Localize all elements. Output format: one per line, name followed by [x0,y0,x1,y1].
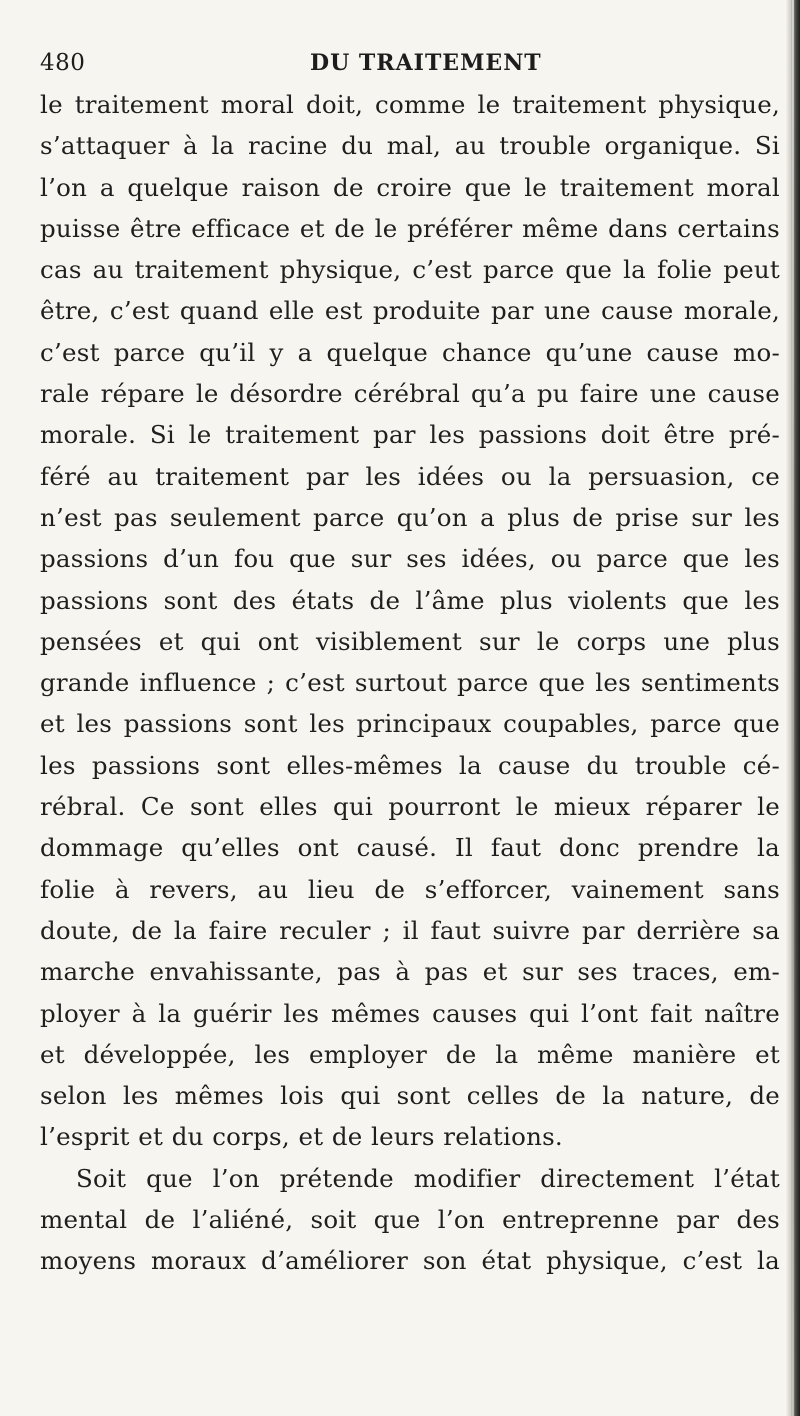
text-line-13: passions sont des états de l’âme plus violents que les [40,585,780,615]
text-line-10: féré au traitement par les idées ou la persuasion, ce [40,461,780,491]
page-number: 480 [40,50,86,76]
text-line-14: pensées et qui ont visiblement sur le corps une plus [40,626,780,656]
text-line-23: ployer à la guérir les mêmes causes qui l’ont fait naître [40,998,780,1028]
page-edge-highlight [792,0,794,1416]
text-line-20: folie à revers, au lieu de s’efforcer, vainement sans [40,874,780,904]
text-line-12: passions d’un fou que sur ses idées, ou parce que les [40,544,780,574]
text-line-1: le traitement moral doit, comme le traitement physique, [40,90,780,119]
text-line-21: doute, de la faire reculer ; il faut suivre par derrière sa [40,915,780,945]
text-line-27: Soit que l’on prétende modifier directement l’état [76,1163,780,1193]
text-line-19: dommage qu’elles ont causé. Il faut donc prendre la [40,833,780,863]
text-line-7: c’est parce qu’il y a quelque chance qu’une cause mo- [40,337,780,367]
text-line-11: n’est pas seulement parce qu’on a plus de prise sur les [40,502,780,532]
page-header [40,50,776,86]
text-line-25: selon les mêmes lois qui sont celles de la nature, de [40,1081,780,1111]
body-text [40,84,780,1282]
text-line-24: et développée, les employer de la même manière et [40,1039,780,1069]
text-line-2: s’attaquer à la racine du mal, au trouble organique. Si [40,131,780,161]
text-line-16: et les passions sont les principaux coupables, parce que [40,709,780,739]
text-line-8: rale répare le désordre cérébral qu’a pu faire une cause [40,379,780,409]
text-line-22: marche envahissante, pas à pas et sur ses traces, em- [40,957,780,987]
text-line-5: cas au traitement physique, c’est parce que la folie peut [40,255,780,285]
text-line-4: puisse être efficace et de le préférer même dans certains [40,213,780,243]
text-line-18: rébral. Ce sont elles qui pourront le mieux réparer le [40,792,780,822]
running-head: DU TRAITEMENT [310,50,542,76]
text-line-17: les passions sont elles-mêmes la cause du trouble cé- [40,750,780,780]
text-line-3: l’on a quelque raison de croire que le traitement moral [40,172,780,202]
text-line-29: moyens moraux d’améliorer son état physique, c’est la [40,1246,780,1276]
text-line-9: morale. Si le traitement par les passions doit être pré- [40,420,780,450]
text-line-6: être, c’est quand elle est produite par une cause morale, [40,296,780,326]
text-line-28: mental de l’aliéné, soit que l’on entreprenne par des [40,1205,780,1235]
text-line-15: grande influence ; c’est surtout parce que les sentiments [40,668,780,698]
text-line-26: l’esprit et du corps, et de leurs relations. [40,1122,563,1152]
